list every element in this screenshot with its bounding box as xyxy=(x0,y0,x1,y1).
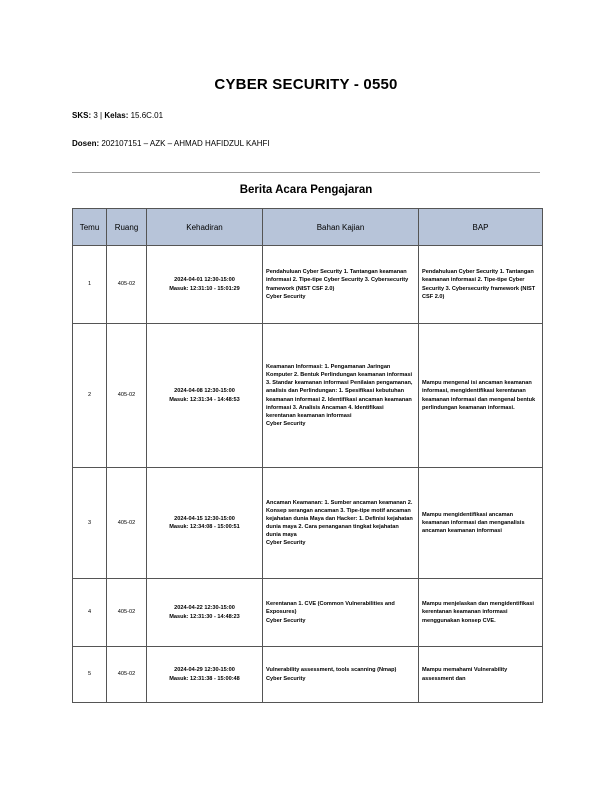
bap-text: Mampu memahami Vulnerability assessment dan xyxy=(422,667,508,682)
schedule-text: 2024-04-15 12:30-15:00 xyxy=(174,515,235,522)
cell-ruang: 405-02 xyxy=(107,647,147,703)
bahan-course: Cyber Security xyxy=(266,617,306,624)
dosen-value: 202107151 – AZK – AHMAD HAFIDZUL KAHFI xyxy=(101,139,270,148)
cell-ruang: 405-02 xyxy=(107,324,147,468)
cell-bap xyxy=(419,579,543,647)
cell-ruang: 405-02 xyxy=(107,246,147,324)
header-bahan-kajian: Bahan Kajian xyxy=(263,209,419,246)
table-row xyxy=(73,468,543,579)
bahan-text: Pendahuluan Cyber Security 1. Tantangan keamanan informasi 2. Tipe-tipe Cyber Security 3. Cybersecurity framework (NIST CSF 2.0) xyxy=(266,269,409,292)
cell-temu: 3 xyxy=(73,468,107,579)
bahan-course: Cyber Security xyxy=(266,420,306,427)
cell-temu: 1 xyxy=(73,246,107,324)
sks-label: SKS: xyxy=(72,111,92,120)
bap-text: Pendahuluan Cyber Security 1. Tantangan keamanan informasi 2. Tipe-tipe Cyber Security 3. Cybersecurity framework (NIST CSF 2.0) xyxy=(422,269,536,300)
bahan-course: Cyber Security xyxy=(266,540,306,547)
dosen-label: Dosen: xyxy=(72,139,100,148)
bahan-text: Vulnerability assessment, tools scanning (Nmap) xyxy=(266,667,397,674)
cell-bahan-kajian xyxy=(263,246,419,324)
cell-bahan-kajian xyxy=(263,647,419,703)
table-row xyxy=(73,246,543,324)
bap-text: Mampu mengenal isi ancaman keamanan informasi, mengidentifikasi kerentanan keamanan informasi dan mengenal bentuk perlindungan keamanan informasi. xyxy=(422,380,536,411)
schedule-text: 2024-04-01 12:30-15:00 xyxy=(174,277,235,284)
schedule-text: 2024-04-08 12:30-15:00 xyxy=(174,388,235,395)
bahan-course: Cyber Security xyxy=(266,293,306,300)
schedule-text: 2024-04-29 12:30-15:00 xyxy=(174,667,235,674)
divider xyxy=(72,172,540,173)
table-row xyxy=(73,324,543,468)
attendance-text: Masuk: 12:34:08 - 15:00:51 xyxy=(169,524,240,530)
cell-kehadiran xyxy=(147,647,263,703)
cell-bahan-kajian xyxy=(263,468,419,579)
attendance-text: Masuk: 12:31:10 - 15:01:29 xyxy=(169,285,240,292)
cell-bap xyxy=(419,647,543,703)
teaching-record-table xyxy=(72,208,543,703)
cell-temu: 4 xyxy=(73,579,107,647)
section-title: Berita Acara Pengajaran xyxy=(239,184,373,196)
course-title: CYBER SECURITY - 0550 xyxy=(214,76,398,93)
cell-kehadiran xyxy=(147,579,263,647)
cell-bap xyxy=(419,246,543,324)
cell-kehadiran xyxy=(147,246,263,324)
cell-kehadiran xyxy=(147,468,263,579)
cell-temu: 5 xyxy=(73,647,107,703)
header-ruang: Ruang xyxy=(107,209,147,246)
bap-text: Mampu mengidentifikasi ancaman keamanan informasi dan menganalisis ancaman keamanan informasi xyxy=(422,511,525,535)
schedule-text: 2024-04-22 12:30-15:00 xyxy=(174,605,235,612)
bahan-text: Kerentanan 1. CVE (Common Vulnerabilities and Exposures) xyxy=(266,601,395,616)
cell-ruang: 405-02 xyxy=(107,579,147,647)
table-row xyxy=(73,579,543,647)
bahan-course: Cyber Security xyxy=(266,675,306,682)
lecturer-line xyxy=(72,139,270,148)
cell-ruang: 405-02 xyxy=(107,468,147,579)
attendance-text: Masuk: 12:31:38 - 15:00:48 xyxy=(169,675,240,682)
header-temu: Temu xyxy=(73,209,107,246)
attendance-text: Masuk: 12:31:34 - 14:48:53 xyxy=(169,396,240,403)
course-meta xyxy=(72,111,163,120)
cell-bap xyxy=(419,468,543,579)
bahan-text: Keamanan Informasi: 1. Pengamanan Jaringan Komputer 2. Bentuk Perlindungan keamanan informasi 3. Standar keamanan informasi Penilaian pengamanan, analisis dan Perlindungan: 1. Spesifikasi kebutuhan keamanan informasi 2. Identifikasi ancaman keamanan informasi 3. Analisis Ancaman 4. Identifikasi kerentanan keamanan informasi xyxy=(266,364,413,419)
kelas-value: 15.6C.01 xyxy=(130,111,164,120)
bahan-text: Ancaman Keamanan: 1. Sumber ancaman keamanan 2. Konsep serangan ancaman 3. Tipe-tipe motif ancaman kejahatan dunia Maya dan Hacker: 1. Definisi kejahatan dunia maya 2. Cara penanganan tingkat kejahatan dunia maya xyxy=(266,499,413,539)
kelas-label: Kelas: xyxy=(104,111,129,120)
attendance-text: Masuk: 12:31:30 - 14:48:23 xyxy=(169,613,240,620)
bap-text: Mampu menjelaskan dan mengidentifikasi kerentanan keamanan informasi menggunakan konsep CVE. xyxy=(422,601,534,624)
cell-bahan-kajian xyxy=(263,579,419,647)
table-row xyxy=(73,647,543,703)
cell-bahan-kajian xyxy=(263,324,419,468)
cell-bap xyxy=(419,324,543,468)
table-header-row xyxy=(73,209,543,246)
cell-kehadiran xyxy=(147,324,263,468)
header-bap: BAP xyxy=(419,209,543,246)
sks-value: 3 | xyxy=(93,111,103,120)
header-kehadiran: Kehadiran xyxy=(147,209,263,246)
cell-temu: 2 xyxy=(73,324,107,468)
